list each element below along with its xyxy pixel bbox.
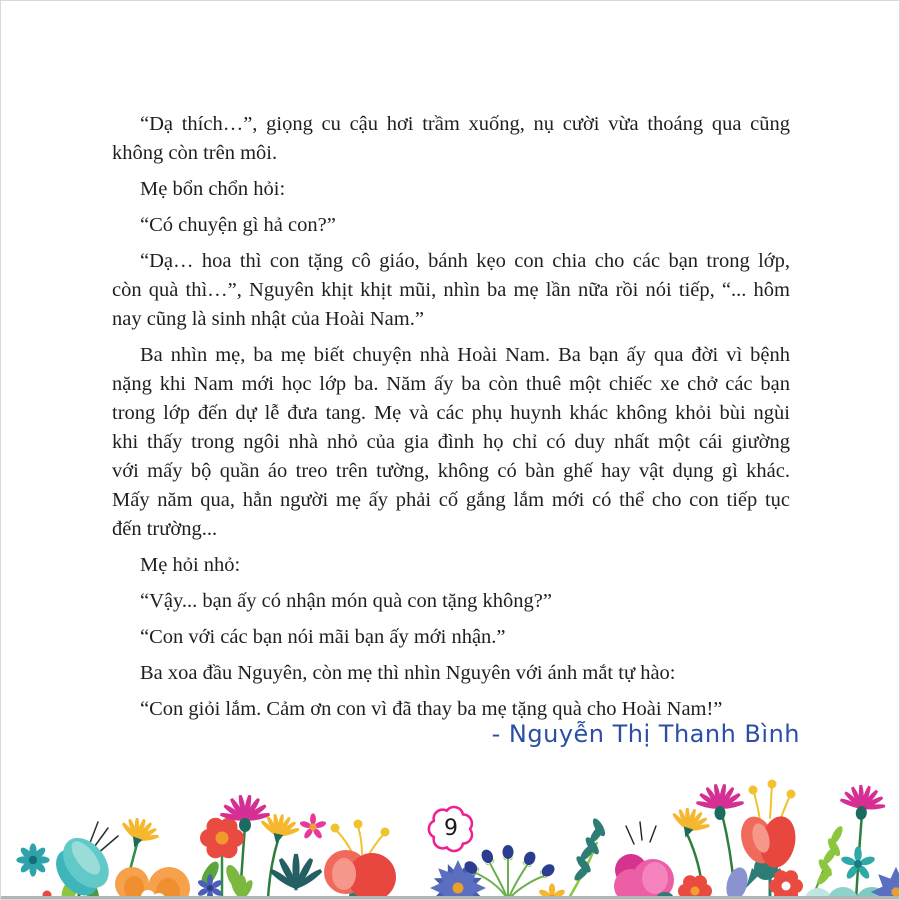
text-line: với mấy bộ quần áo treo trên tường, không có bàn ghế hay vật dụng gì khác. (112, 460, 790, 482)
pink-daisy-small (299, 813, 327, 839)
text-line: nặng khi Nam mới học lớp ba. Năm ấy ba còn thuê một chiếc xe chở các bạn (112, 373, 790, 395)
yellow-daisy (666, 803, 714, 844)
orange-pansy (115, 867, 190, 900)
text-line: “Con giỏi lắm. Cảm ơn con vì đã thay ba mẹ tặng quà cho Hoài Nam!” (140, 698, 723, 720)
magenta-daisy (838, 782, 889, 823)
text-line: khi thấy trong ngôi nhà nhỏ của gia đình họ chỉ có duy nhất một cái giường (112, 431, 790, 453)
page-number: 9 (444, 815, 458, 841)
text-line: “Con với các bạn nói mãi bạn ấy mới nhận.” (140, 626, 506, 648)
paragraph (112, 175, 790, 204)
text-line: “Dạ… hoa thì con tặng cô giáo, bánh kẹo con chia cho các bạn trong lớp, (140, 250, 790, 272)
paragraph (112, 341, 790, 544)
text-line: đến trường... (112, 518, 218, 540)
paragraph (112, 623, 790, 652)
text-line: “Có chuyện gì hả con?” (140, 214, 336, 236)
text-line: trong lớp đến dự lễ đưa tang. Mẹ và các phụ huynh khác không khỏi bùi ngùi (112, 402, 790, 424)
text-line: “Dạ thích…”, giọng cu cậu hơi trầm xuống, nụ cười vừa thoáng qua cũng (140, 113, 790, 135)
text-line: Ba nhìn mẹ, ba mẹ biết chuyện nhà Hoài Nam. Ba bạn ấy qua đời vì bệnh (140, 344, 790, 366)
text-line: Ba xoa đầu Nguyên, còn mẹ thì nhìn Nguyên với ánh mắt tự hào: (140, 662, 676, 684)
coral-flower (324, 821, 396, 900)
magenta-daisy (696, 784, 744, 820)
paragraph (112, 247, 790, 334)
teal-tulip (45, 822, 118, 900)
pink-flower (614, 822, 674, 900)
yellow-daisy (115, 812, 163, 854)
text-line: Mẹ hỏi nhỏ: (140, 554, 241, 576)
teal-daisy-small (16, 843, 49, 876)
text-line: Mấy năm qua, hẳn người mẹ ấy phải cố gắng lắm mới có thể cho con tiếp tục (112, 489, 790, 511)
teal-leaf-branch (568, 817, 607, 900)
text-line: không còn trên môi. (112, 142, 278, 164)
blue-cornflower (430, 860, 486, 900)
story-text (112, 110, 790, 731)
bottom-strip (0, 896, 900, 900)
teal-fern (269, 854, 323, 892)
paragraph (112, 659, 790, 688)
author-signature: - Nguyễn Thị Thanh Bình (491, 720, 800, 748)
paragraph (112, 110, 790, 168)
paragraph (112, 211, 790, 240)
page-number-badge (425, 804, 477, 854)
text-line: “Vậy... bạn ấy có nhận món quà con tặng không?” (140, 590, 552, 612)
text-line: Mẹ bổn chổn hỏi: (140, 178, 286, 200)
paragraph (112, 587, 790, 616)
paragraph (112, 551, 790, 580)
text-line: còn quà thì…”, Nguyên khịt khịt mũi, nhìn ba mẹ lần nữa rồi nói tiếp, “... hôm (112, 279, 790, 301)
text-line: nay cũng là sinh nhật của Hoài Nam.” (112, 308, 424, 330)
purple-leaf (723, 865, 751, 900)
